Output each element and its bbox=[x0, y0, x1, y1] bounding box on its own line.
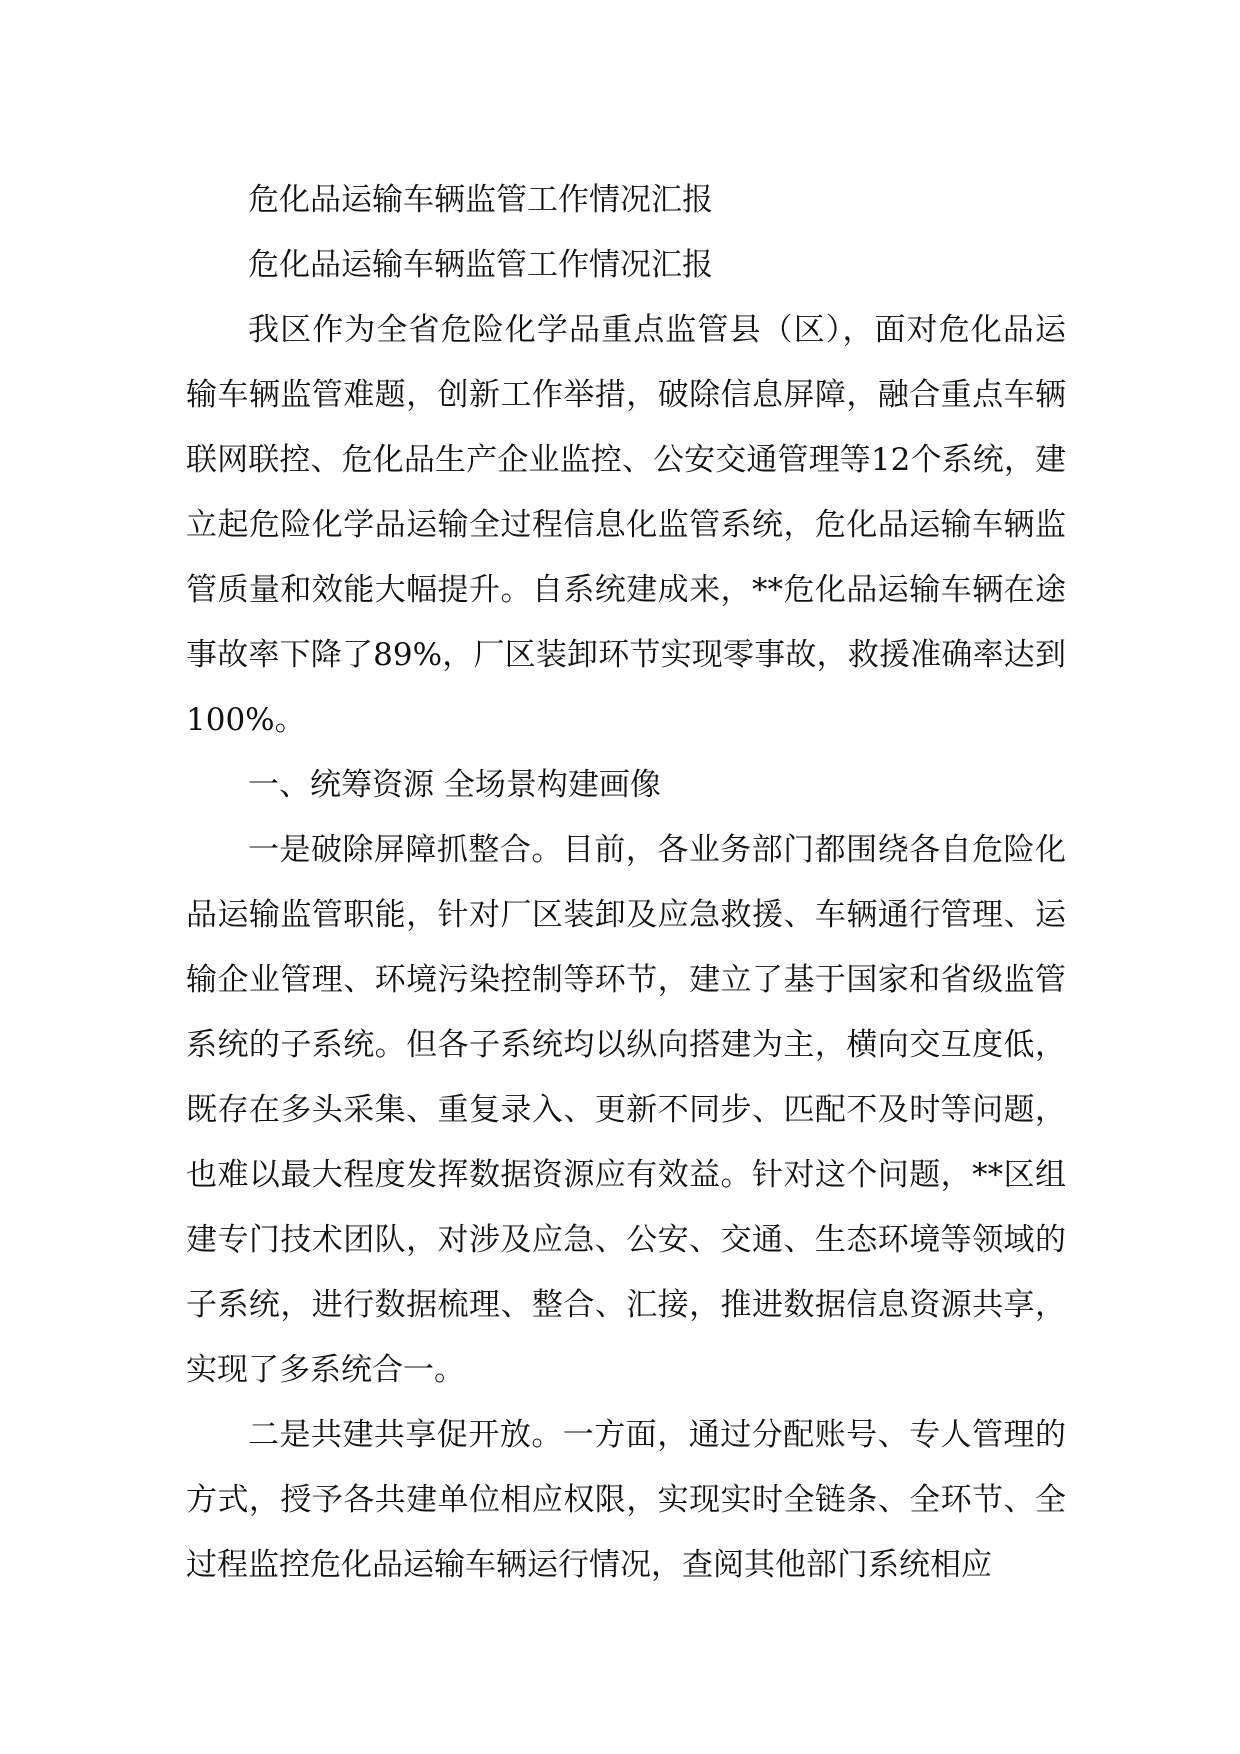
document-title: 危化品运输车辆监管工作情况汇报 bbox=[248, 182, 713, 218]
paragraph-intro: 我区作为全省危险化学品重点监管县（区），面对危化品运输车辆监管难题，创新工作举措，破除信息屏障，融合重点车辆联网联控、危化品生产企业监控、公安交通管理等12个系统，建立起危险化学品运输全过程信息化监管系统，危化品运输车辆监管质量和效能大幅提升。自系统建成来，**危化品运输车辆在途事故率下降了89%，厂区装卸环节实现零事故，救援准确率达到100%。 bbox=[186, 312, 1066, 738]
paragraph-sharing: 二是共建共享促开放。一方面，通过分配账号、专人管理的方式，授予各共建单位相应权限，实现实时全链条、全环节、全过程监控危化品运输车辆运行情况，查阅其他部门系统相应 bbox=[186, 1417, 1066, 1583]
section-heading-1: 一、统筹资源 全场景构建画像 bbox=[248, 767, 661, 803]
document-body bbox=[186, 168, 1066, 1598]
document-title-repeat: 危化品运输车辆监管工作情况汇报 bbox=[248, 247, 713, 283]
paragraph-integration: 一是破除屏障抓整合。目前，各业务部门都围绕各自危险化品运输监管职能，针对厂区装卸及应急救援、车辆通行管理、运输企业管理、环境污染控制等环节，建立了基于国家和省级监管系统的子系统。但各子系统均以纵向搭建为主，横向交互度低，既存在多头采集、重复录入、更新不同步、匹配不及时等问题，也难以最大程度发挥数据资源应有效益。针对这个问题，**区组建专门技术团队，对涉及应急、公安、交通、生态环境等领域的子系统，进行数据梳理、整合、汇接，推进数据信息资源共享，实现了多系统合一。 bbox=[186, 832, 1066, 1388]
